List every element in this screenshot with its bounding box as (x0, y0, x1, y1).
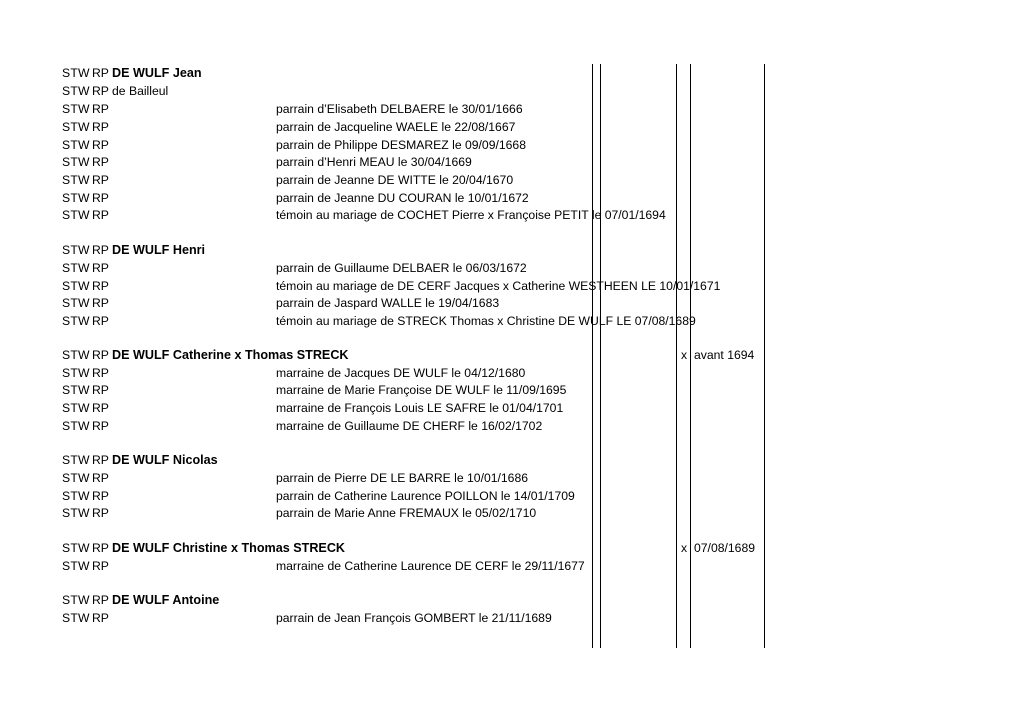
source-code: STW (62, 366, 90, 380)
record-row (0, 366, 1024, 384)
record-row (0, 279, 1024, 297)
event-description: parrain de Catherine Laurence POILLON le 14/01/1709 (276, 489, 575, 503)
event-description: parrain de Jeanne DE WITTE le 20/04/1670 (276, 173, 514, 187)
record-row (0, 506, 1024, 524)
register-code: RP (92, 314, 109, 328)
record-row (0, 243, 1024, 261)
register-code: RP (92, 66, 109, 80)
person-origin: de Bailleul (112, 84, 169, 98)
source-code: STW (62, 173, 90, 187)
source-code: STW (62, 489, 90, 503)
source-code: STW (62, 453, 90, 467)
register-code: RP (92, 489, 109, 503)
source-code: STW (62, 120, 90, 134)
event-description: marraine de François Louis LE SAFRE le 01/04/1701 (276, 401, 564, 415)
person-name: DE WULF Jean (112, 66, 202, 80)
source-code: STW (62, 279, 90, 293)
source-code: STW (62, 314, 90, 328)
source-code: STW (62, 66, 90, 80)
record-row (0, 453, 1024, 471)
event-description: parrain de Guillaume DELBAER le 06/03/1672 (276, 261, 527, 275)
record-row (0, 66, 1024, 84)
register-code: RP (92, 173, 109, 187)
source-code: STW (62, 191, 90, 205)
event-description: parrain de Jacqueline WAELE le 22/08/1667 (276, 120, 516, 134)
record-row (0, 191, 1024, 209)
source-code: STW (62, 383, 90, 397)
source-code: STW (62, 506, 90, 520)
record-row (0, 155, 1024, 173)
source-code: STW (62, 138, 90, 152)
register-code: RP (92, 208, 109, 222)
register-code: RP (92, 593, 109, 607)
event-description: parrain de Pierre DE LE BARRE le 10/01/1686 (276, 471, 529, 485)
event-description: marraine de Guillaume DE CHERF le 16/02/1702 (276, 419, 543, 433)
record-row (0, 314, 1024, 332)
event-description: marraine de Catherine Laurence DE CERF le 29/11/1677 (276, 559, 585, 573)
register-code: RP (92, 296, 109, 310)
marriage-date: 07/08/1689 (694, 541, 755, 555)
marriage-symbol: x (681, 541, 688, 555)
source-code: STW (62, 84, 90, 98)
source-code: STW (62, 471, 90, 485)
person-name: DE WULF Henri (112, 243, 206, 257)
source-code: STW (62, 208, 90, 222)
person-name: DE WULF Christine x Thomas STRECK (112, 541, 346, 555)
register-code: RP (92, 84, 109, 98)
register-code: RP (92, 541, 109, 555)
source-code: STW (62, 419, 90, 433)
register-code: RP (92, 471, 109, 485)
event-description: parrain d’Henri MEAU le 30/04/1669 (276, 155, 472, 169)
event-description: marraine de Jacques DE WULF le 04/12/1680 (276, 366, 526, 380)
event-description: parrain de Jaspard WALLE le 19/04/1683 (276, 296, 500, 310)
record-row (0, 471, 1024, 489)
register-code: RP (92, 506, 109, 520)
record-row (0, 541, 1024, 559)
marriage-symbol: x (681, 348, 688, 362)
source-code: STW (62, 296, 90, 310)
event-description: marraine de Marie Françoise DE WULF le 11/09/1695 (276, 383, 567, 397)
source-code: STW (62, 559, 90, 573)
record-row (0, 84, 1024, 102)
record-row (0, 489, 1024, 507)
register-code: RP (92, 191, 109, 205)
register-code: RP (92, 401, 109, 415)
register-code: RP (92, 611, 109, 625)
register-code: RP (92, 453, 109, 467)
source-code: STW (62, 102, 90, 116)
event-description: parrain de Philippe DESMAREZ le 09/09/1668 (276, 138, 526, 152)
record-row (0, 261, 1024, 279)
record-row (0, 611, 1024, 629)
register-code: RP (92, 155, 109, 169)
source-code: STW (62, 155, 90, 169)
source-code: STW (62, 611, 90, 625)
register-code: RP (92, 279, 109, 293)
marriage-date: avant 1694 (694, 348, 755, 362)
record-row (0, 419, 1024, 437)
record-row (0, 173, 1024, 191)
register-code: RP (92, 419, 109, 433)
register-code: RP (92, 261, 109, 275)
source-code: STW (62, 401, 90, 415)
person-name: DE WULF Catherine x Thomas STRECK (112, 348, 349, 362)
event-description: témoin au mariage de STRECK Thomas x Christine DE WULF LE 07/08/1689 (276, 314, 696, 328)
record-row (0, 138, 1024, 156)
source-code: STW (62, 541, 90, 555)
source-code: STW (62, 243, 90, 257)
source-code: STW (62, 593, 90, 607)
record-row (0, 401, 1024, 419)
record-row (0, 593, 1024, 611)
record-row (0, 559, 1024, 577)
event-description: témoin au mariage de DE CERF Jacques x Catherine WESTHEEN LE 10/01/1671 (276, 279, 721, 293)
record-row (0, 102, 1024, 120)
source-code: STW (62, 348, 90, 362)
record-row (0, 296, 1024, 314)
event-description: témoin au mariage de COCHET Pierre x Françoise PETIT le 07/01/1694 (276, 208, 666, 222)
record-row (0, 383, 1024, 401)
register-code: RP (92, 348, 109, 362)
event-description: parrain de Jeanne DU COURAN le 10/01/1672 (276, 191, 529, 205)
register-code: RP (92, 383, 109, 397)
register-code: RP (92, 243, 109, 257)
source-code: STW (62, 261, 90, 275)
event-description: parrain de Jean François GOMBERT le 21/11/1689 (276, 611, 552, 625)
event-description: parrain de Marie Anne FREMAUX le 05/02/1710 (276, 506, 537, 520)
event-description: parrain d’Elisabeth DELBAERE le 30/01/1666 (276, 102, 523, 116)
register-code: RP (92, 366, 109, 380)
person-name: DE WULF Antoine (112, 593, 220, 607)
register-code: RP (92, 102, 109, 116)
record-row (0, 348, 1024, 366)
record-row (0, 120, 1024, 138)
person-name: DE WULF Nicolas (112, 453, 218, 467)
register-code: RP (92, 120, 109, 134)
record-row (0, 208, 1024, 226)
register-code: RP (92, 559, 109, 573)
register-code: RP (92, 138, 109, 152)
